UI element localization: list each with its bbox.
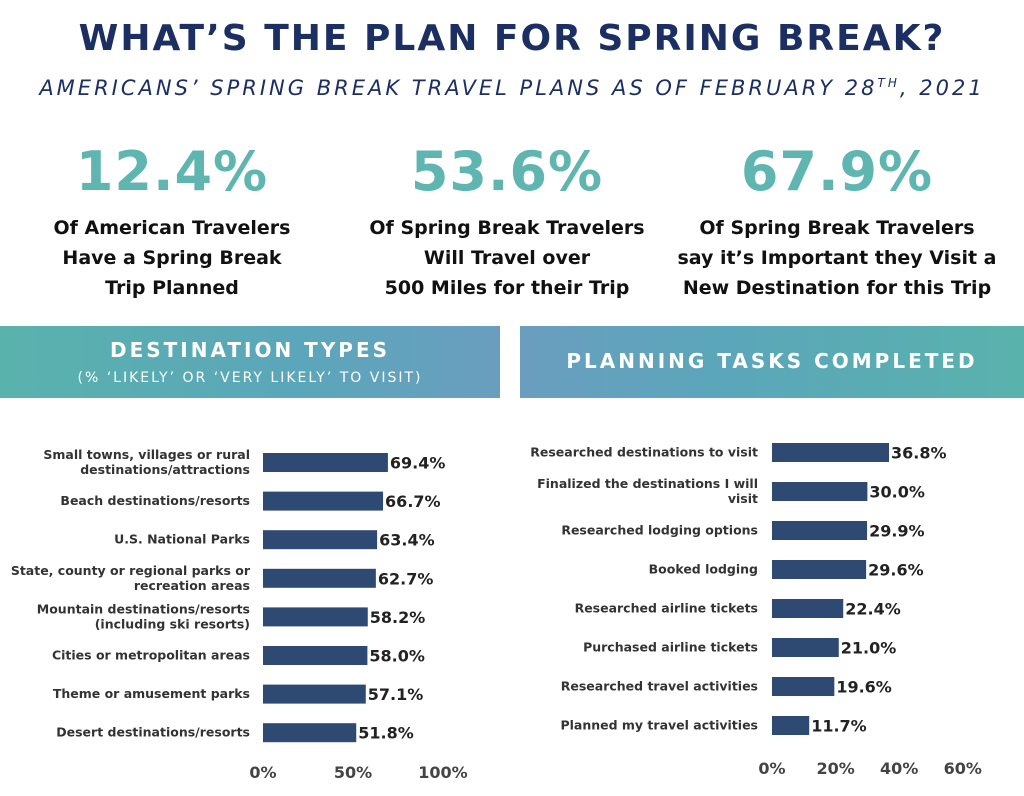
bar bbox=[263, 723, 356, 742]
category-label: destinations/attractions bbox=[80, 462, 250, 477]
stat-value: 67.9% bbox=[740, 140, 934, 203]
stat-description: Of American Travelers Have a Spring Break Trip Planned bbox=[53, 217, 291, 299]
bar bbox=[772, 716, 809, 735]
data-label: 63.4% bbox=[379, 530, 435, 550]
category-label: State, county or regional parks or bbox=[10, 562, 250, 578]
data-label: 22.4% bbox=[845, 599, 901, 619]
category-label: Researched lodging options bbox=[561, 522, 758, 538]
category-label: Researched airline tickets bbox=[574, 600, 758, 616]
category-label: Small towns, villages or rural bbox=[43, 447, 250, 462]
data-label: 57.1% bbox=[367, 685, 424, 705]
bar bbox=[263, 569, 376, 588]
bar bbox=[263, 453, 388, 472]
data-label: 30.0% bbox=[869, 482, 925, 502]
bar bbox=[772, 638, 839, 657]
stat-value: 12.4% bbox=[75, 140, 269, 203]
bar bbox=[772, 677, 834, 696]
data-label: 36.8% bbox=[891, 443, 947, 463]
chart-subtitle: (% ‘LIKELY’ OR ‘VERY LIKELY’ TO VISIT) bbox=[77, 370, 423, 386]
bar bbox=[772, 521, 867, 540]
x-tick-label: 0% bbox=[758, 759, 786, 778]
bar bbox=[263, 646, 367, 665]
category-label: Theme or amusement parks bbox=[52, 686, 250, 702]
category-label: Beach destinations/resorts bbox=[60, 493, 250, 509]
data-label: 19.6% bbox=[836, 677, 892, 697]
category-label: Cities or metropolitan areas bbox=[51, 647, 250, 663]
category-label: Purchased airline tickets bbox=[583, 639, 758, 655]
stat-value: 53.6% bbox=[410, 140, 604, 203]
bar bbox=[263, 492, 383, 511]
x-tick-label: 60% bbox=[943, 759, 982, 778]
category-label: Planned my travel activities bbox=[560, 717, 758, 733]
x-tick-label: 20% bbox=[816, 759, 855, 778]
category-label: visit bbox=[727, 491, 758, 506]
bar bbox=[772, 560, 866, 579]
category-label: Booked lodging bbox=[648, 561, 758, 577]
category-label: Researched travel activities bbox=[560, 678, 758, 694]
chart-title: DESTINATION TYPES bbox=[109, 338, 391, 362]
data-label: 29.9% bbox=[869, 521, 925, 541]
x-tick-label: 0% bbox=[249, 763, 277, 782]
bar bbox=[263, 530, 377, 549]
bar bbox=[263, 607, 368, 626]
data-label: 62.7% bbox=[377, 569, 434, 589]
category-label: Researched destinations to visit bbox=[530, 444, 758, 460]
bar bbox=[772, 482, 867, 501]
category-label: Desert destinations/resorts bbox=[56, 724, 250, 740]
data-label: 69.4% bbox=[389, 453, 446, 473]
stat-description: Of Spring Break Travelers Will Travel over 500 Miles for their Trip bbox=[369, 217, 645, 299]
data-label: 11.7% bbox=[811, 716, 867, 736]
page-subtitle: AMERICANS’ SPRING BREAK TRAVEL PLANS AS OF FEBRUARY 28TH, 2021 bbox=[39, 76, 985, 100]
category-label: Mountain destinations/resorts bbox=[36, 601, 250, 617]
data-label: 51.8% bbox=[358, 723, 414, 743]
bar bbox=[772, 599, 843, 618]
data-label: 58.0% bbox=[369, 646, 425, 666]
data-label: 29.6% bbox=[868, 560, 924, 580]
x-tick-label: 40% bbox=[880, 759, 919, 778]
data-label: 66.7% bbox=[385, 492, 441, 512]
bar bbox=[263, 685, 366, 704]
category-label: U.S. National Parks bbox=[114, 531, 250, 547]
x-tick-label: 100% bbox=[418, 763, 468, 782]
stat-description: Of Spring Break Travelers say it’s Important they Visit a New Destination for this Trip bbox=[677, 217, 997, 299]
category-label: Finalized the destinations I will bbox=[537, 476, 758, 491]
chart-title: PLANNING TASKS COMPLETED bbox=[566, 349, 978, 373]
bar bbox=[772, 443, 889, 462]
category-label: (including ski resorts) bbox=[94, 616, 250, 632]
x-tick-label: 50% bbox=[333, 763, 373, 782]
page-title: WHAT’S THE PLAN FOR SPRING BREAK? bbox=[78, 18, 946, 59]
data-label: 58.2% bbox=[369, 607, 426, 627]
category-label: recreation areas bbox=[133, 577, 250, 593]
data-label: 21.0% bbox=[840, 638, 897, 658]
